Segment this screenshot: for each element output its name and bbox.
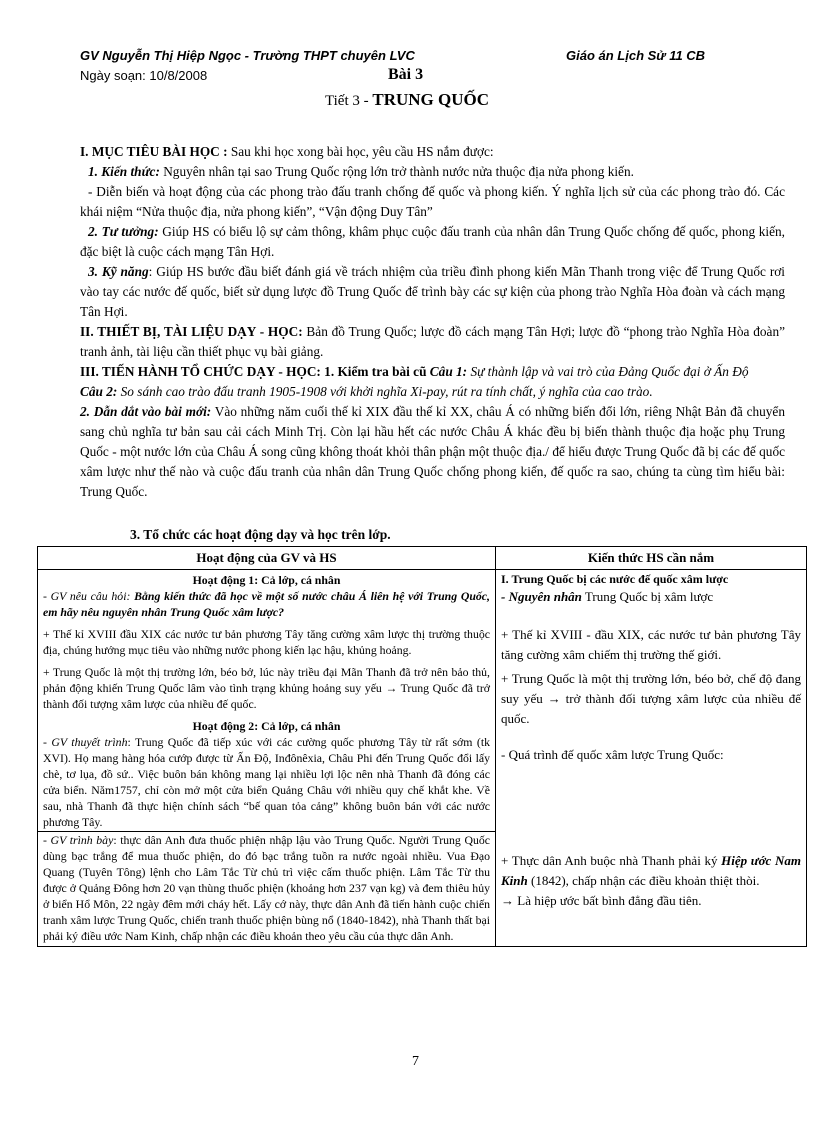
activities-heading: 3. Tổ chức các hoạt động dạy và học trên lớp. [130, 527, 391, 542]
thought-text: Giúp HS có biểu lộ sự cảm thông, khâm phục cuộc đấu tranh của nhân dân Trung Quốc chống đế quốc, phong kiến, đặc biệt là cuộc cách mạng Tân Hợi. [80, 224, 785, 259]
activity-1-title: Hoạt động 1: Cả lớp, cá nhân [192, 573, 341, 587]
lesson-number: Bài 3 [388, 66, 424, 83]
knowledge-point-5: → Là hiệp ước bất bình đẳng đầu tiên. [501, 893, 702, 908]
act2-p1-prefix: - GV thuyết trình [43, 735, 128, 749]
lesson-title [325, 90, 489, 110]
procedure-heading: III. TIẾN HÀNH TỔ CHỨC DẠY - HỌC: 1. Kiểm tra bài cũ [80, 364, 427, 379]
header-author: GV Nguyễn Thị Hiệp Ngọc - Trường THPT chuyên LVC [80, 48, 415, 63]
intro-label: 2. Dẫn dắt vào bài mới: [80, 404, 212, 419]
knowledge-heading: I. Trung Quốc bị các nước đế quốc xâm lược [501, 572, 729, 586]
col-left-header: Hoạt động của GV và HS [38, 547, 496, 570]
kp4a: + Thực dân Anh buộc nhà Thanh phải ký [501, 853, 722, 868]
document-body [80, 142, 785, 502]
period-prefix: Tiết 3 - [325, 93, 369, 109]
act1-point-1: + Thế kỉ XVIII đầu XIX các nước tư bản phương Tây tăng cường xâm lược thị trường thuộc địa, chúng hướng mục tiêu vào những nước phong kiến lạc hậu, khủng hoảng. [43, 627, 490, 657]
header-subject: Giáo án Lịch Sử 11 CB [566, 48, 706, 63]
skill-label: 3. Kỹ năng [88, 264, 149, 279]
equipment-text: Bản đồ Trung Quốc; lược đồ cách mạng Tân Hợi; lược đồ “phong trào Nghĩa Hòa đoàn” tranh ảnh, tài liệu cần thiết phục vụ bài giảng. [80, 324, 785, 359]
knowledge-text: Nguyên nhân tại sao Trung Quốc rộng lớn trở thành nước nửa thuộc địa nửa phong kiến. [159, 164, 634, 179]
nanjing-treaty: Hiệp ước Nam Kinh [501, 853, 801, 888]
lesson-table [37, 546, 807, 947]
knowledge-text-2: - Diễn biến và hoạt động của các phong trào đấu tranh chống đế quốc và phong kiến. Ý nghĩa lịch sử của các phong trào đó. Các khái niệm “Nửa thuộc địa, nửa phong kiến”, “Vận động Duy Tân” [80, 184, 785, 219]
knowledge-point-2: + Trung Quốc là một thị trường lớn, béo bở, chế độ đang suy yếu → trở thành đối tượng xâm lược của nhiều đế quốc. [501, 671, 801, 726]
act2-p2-prefix: - GV trình bày [43, 833, 114, 847]
activity-2-title: Hoạt động 2: Cả lớp, cá nhân [192, 719, 341, 733]
knowledge-point-1: + Thế kỉ XVIII - đầu XIX, các nước tư bản phương Tây tăng cường xâm chiếm thị trường thế giới. [501, 627, 801, 662]
q1-text: Sự thành lập và vai trò của Đảng Quốc đại ở Ấn Độ [467, 364, 749, 379]
knowledge-point-3: - Quá trình đế quốc xâm lược Trung Quốc: [501, 747, 724, 762]
period-title: TRUNG QUỐC [372, 90, 490, 109]
table-row [38, 570, 807, 947]
prep-date: Ngày soạn: 10/8/2008 [80, 68, 208, 83]
knowledge-label: 1. Kiến thức: [88, 164, 160, 179]
kp4c: (1842), chấp nhận các điều khoản thiệt thòi. [527, 873, 760, 888]
q1-label: Câu 1: [429, 364, 468, 379]
q2-text: So sánh cao trào đấu tranh 1905-1908 với khởi nghĩa Xi-pay, rút ra tính chất, ý nghĩa của cao trào. [117, 384, 653, 399]
act1-point-2: + Trung Quốc là một thị trường lớn, béo bở, lúc này triều đại Mãn Thanh đã trở nên bảo thủ, phản động khiến Trung Quốc lâm vào tình trạng khủng hoảng suy yếu → Trung Quốc đã trở thành đối tượng xâm lược của nhiều đế quốc. [43, 665, 490, 711]
act1-q-prefix: - GV nêu câu hỏi: [43, 589, 135, 603]
equipment-heading: II. THIẾT BỊ, TÀI LIỆU DẠY - HỌC: [80, 324, 303, 339]
thought-label: 2. Tư tưởng: [88, 224, 159, 239]
col-right-header: Kiến thức HS cần nắm [496, 547, 807, 570]
q2-label: Câu 2: [80, 384, 118, 399]
objectives-heading: I. MỤC TIÊU BÀI HỌC : [80, 144, 228, 159]
objectives-intro: Sau khi học xong bài học, yêu cầu HS nắm được: [227, 144, 494, 159]
cause-label: - Nguyên nhân [501, 589, 582, 604]
skill-text: : Giúp HS bước đầu biết đánh giá về trách nhiệm của triều đình phong kiến Mãn Thanh trong việc để Trung Quốc rơi vào tay các nước đế quốc, biết sử dụng lược đồ Trung Quốc để trình bày các sự kiện của phong trào Nghĩa Hòa đoàn và cách mạng Tân Hợi. [80, 264, 786, 319]
cause-text: Trung Quốc bị xâm lược [581, 589, 714, 604]
act1-question: Bằng kiến thức đã học về một số nước châu Á liên hệ với Trung Quốc, em hãy nêu nguyên nhân Trung Quốc xâm lược? [43, 589, 490, 619]
act2-p2: : thực dân Anh đưa thuốc phiện nhập lậu vào Trung Quốc. Người Trung Quốc dùng bạc trắng để mua thuốc phiện, do đó bạc trắng tuồn ra nước ngoài nhiều. Vua Đạo Quang (Tuyên Tông) lệnh cho Lâm Tắc Từ chủ trì việc cấm thuốc phiện. Lâm Tắc Từ thu được ở Quảng Đông hơn 20 vạn thùng thuốc phiện (khoảng hơn 237 vạn kg) và đem thiêu hủy ở biển Hổ Môn, 22 ngày đêm mới cháy hết. Lấy cớ này, thực dân Anh đã tiến hành cuộc chiến tranh xâm lược Trung Quốc, chiến tranh thuốc phiện bùng nổ (1840-1842), nhà Thanh thất bại phải ký điều ước Nam Kinh, chấp nhận các điều khoản theo yêu cầu của thực dân Anh. [43, 833, 490, 943]
intro-text: Vào những năm cuối thế kỉ XIX đầu thế kỉ XX, châu Á có những biến đổi lớn, riêng Nhật Bản đã chuyển sang chủ nghĩa tư bản sau cải cách Minh Trị. Còn lại hầu hết các nước Châu Á khác đều bị biến thành thuộc địa hoặc phụ Trung Quốc - một nước lớn của Châu Á song cũng không thoát khỏi thân phận một thuộc địa./ để hiểu được Trung Quốc đã bị các đế quốc xâm lược như thế nào và cuộc đấu tranh của nhân dân Trung Quốc chống phong kiến, đế quốc ra sao, chúng ta cùng tìm hiểu bài: Trung Quốc. [80, 404, 785, 499]
page-number: 7 [412, 1054, 419, 1069]
act2-p1: : Trung Quốc đã tiếp xúc với các cường quốc phương Tây từ rất sớm (tk XVI). Họ mang hàng hóa cướp được từ Ấn Độ, Inđônêxia, Châu Phi đến Trung Quốc đổi lấy chè, tơ lụa, đồ sứ.. Việc buôn bán không mang lại nhiều lợi lộc nên nhà Thanh đã đóng các cửa biển. Năm1757, chỉ còn mở một cửa biển Quảng Châu với nhiều quy chế khắt khe. Về sau, nhà Thanh đã thực hiện chính sách “bế quan tỏa cảng” không buôn bán với các nước phương Tây. [43, 735, 491, 829]
